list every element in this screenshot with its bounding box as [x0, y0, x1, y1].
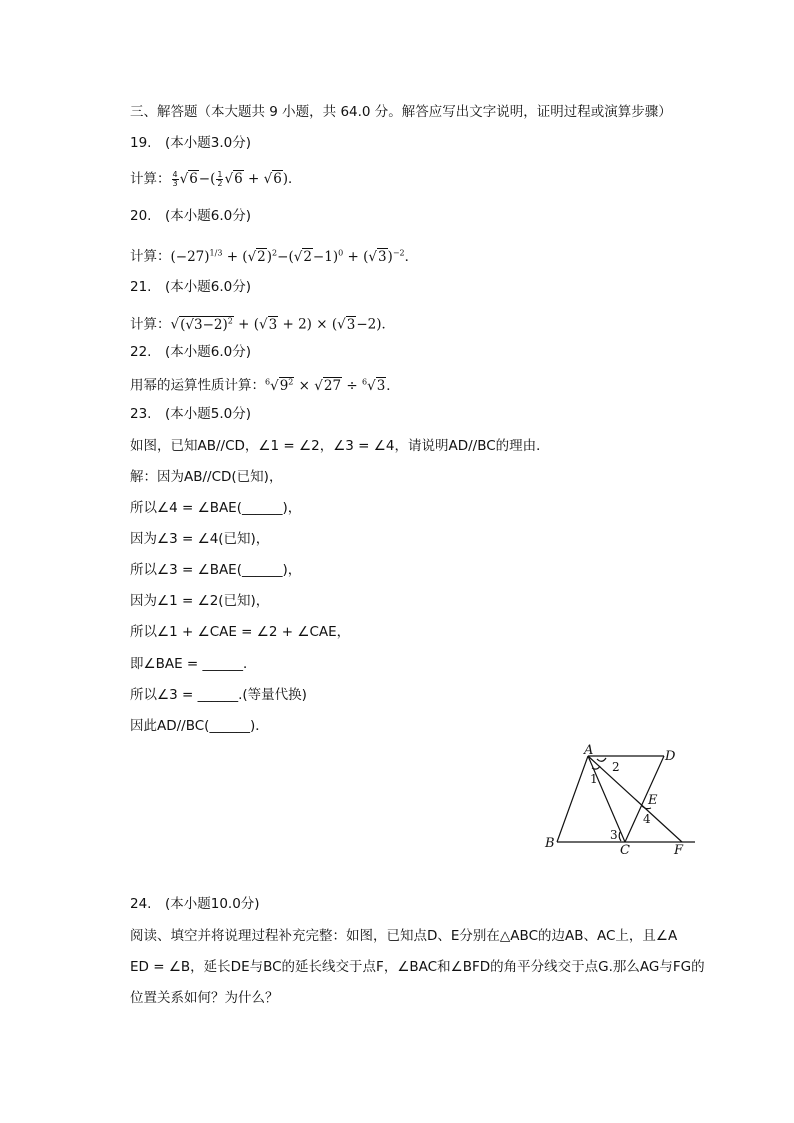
q23-line-1: 解：因为AB//CD(已知)， — [130, 469, 283, 485]
segment-af — [588, 756, 682, 842]
q23-line-3: 因为∠3 = ∠4(已知)， — [130, 531, 270, 547]
label-a: A — [584, 744, 594, 758]
q23-line-2: 所以∠4 = ∠BAE(______)， — [130, 500, 302, 516]
angle-label-2: 2 — [612, 760, 620, 774]
q24-header: 24. (本小题10.0分) — [130, 896, 260, 912]
q23-line-5: 因为∠1 = ∠2(已知)， — [130, 593, 270, 609]
label-c: C — [620, 843, 630, 858]
q22-header: 22. (本小题6.0分) — [130, 344, 251, 360]
label-f: F — [674, 843, 684, 858]
section-title: 三、解答题（本大题共 9 小题，共 64.0 分。解答应写出文字说明，证明过程或演算步骤） — [130, 104, 672, 120]
q23-line-8: 所以∠3 = ______.(等量代换) — [130, 687, 307, 703]
label-d: D — [665, 749, 676, 764]
angle-2-arc — [597, 758, 606, 761]
q23-line-7: 即∠BAE = ______． — [130, 656, 257, 672]
segment-ab — [557, 756, 588, 842]
label-b: B — [545, 836, 555, 851]
angle-label-4: 4 — [643, 812, 651, 826]
q23-line-4: 所以∠3 = ∠BAE(______)， — [130, 562, 302, 578]
q24-line-2: 位置关系如何？为什么？ — [130, 990, 279, 1006]
q22-expression: 用幂的运算性质计算：$^6√9^2 \times √27 \div ^6√3$． — [130, 377, 400, 394]
angle-label-3: 3 — [610, 828, 618, 842]
q24-line-0: 阅读、填空并将说理过程补充完整：如图，已知点D、E分别在△ABC的边AB、AC上，且∠A — [130, 928, 678, 944]
q23-line-0: 如图，已知AB//CD，∠1 = ∠2，∠3 = ∠4，请说明AD//BC的理由． — [130, 438, 550, 454]
q23-line-6: 所以∠1 + ∠CAE = ∠2 + ∠CAE， — [130, 624, 351, 640]
q20-expression: 计算：$(-27)^{1/3} + (√2)^2-(√2-1)^0 + (√3)^{-2}$． — [130, 248, 419, 265]
q19-header: 19. (本小题3.0分) — [130, 135, 251, 151]
segment-dc — [625, 756, 664, 842]
q21-expression: 计算：$√(√3-2)^2 + (√3 + 2) \times (√3-2)$． — [130, 316, 395, 333]
q21-header: 21. (本小题6.0分) — [130, 279, 251, 295]
angle-label-1: 1 — [590, 772, 598, 786]
q19-expression: 计算： $\frac{4}{3}$ √6−( $\frac{1}{2}$ √6 + √6)． — [130, 169, 302, 188]
label-e: E — [648, 793, 658, 808]
geometry-figure — [540, 744, 705, 859]
q23-line-9: 因此AD//BC(______)． — [130, 718, 269, 734]
q24-line-1: ED = ∠B，延长DE与BC的延长线交于点F，∠BAC和∠BFD的角平分线交于点G.那么AG与FG的 — [130, 959, 705, 975]
q20-header: 20. (本小题6.0分) — [130, 208, 251, 224]
q23-header: 23. (本小题5.0分) — [130, 406, 251, 422]
